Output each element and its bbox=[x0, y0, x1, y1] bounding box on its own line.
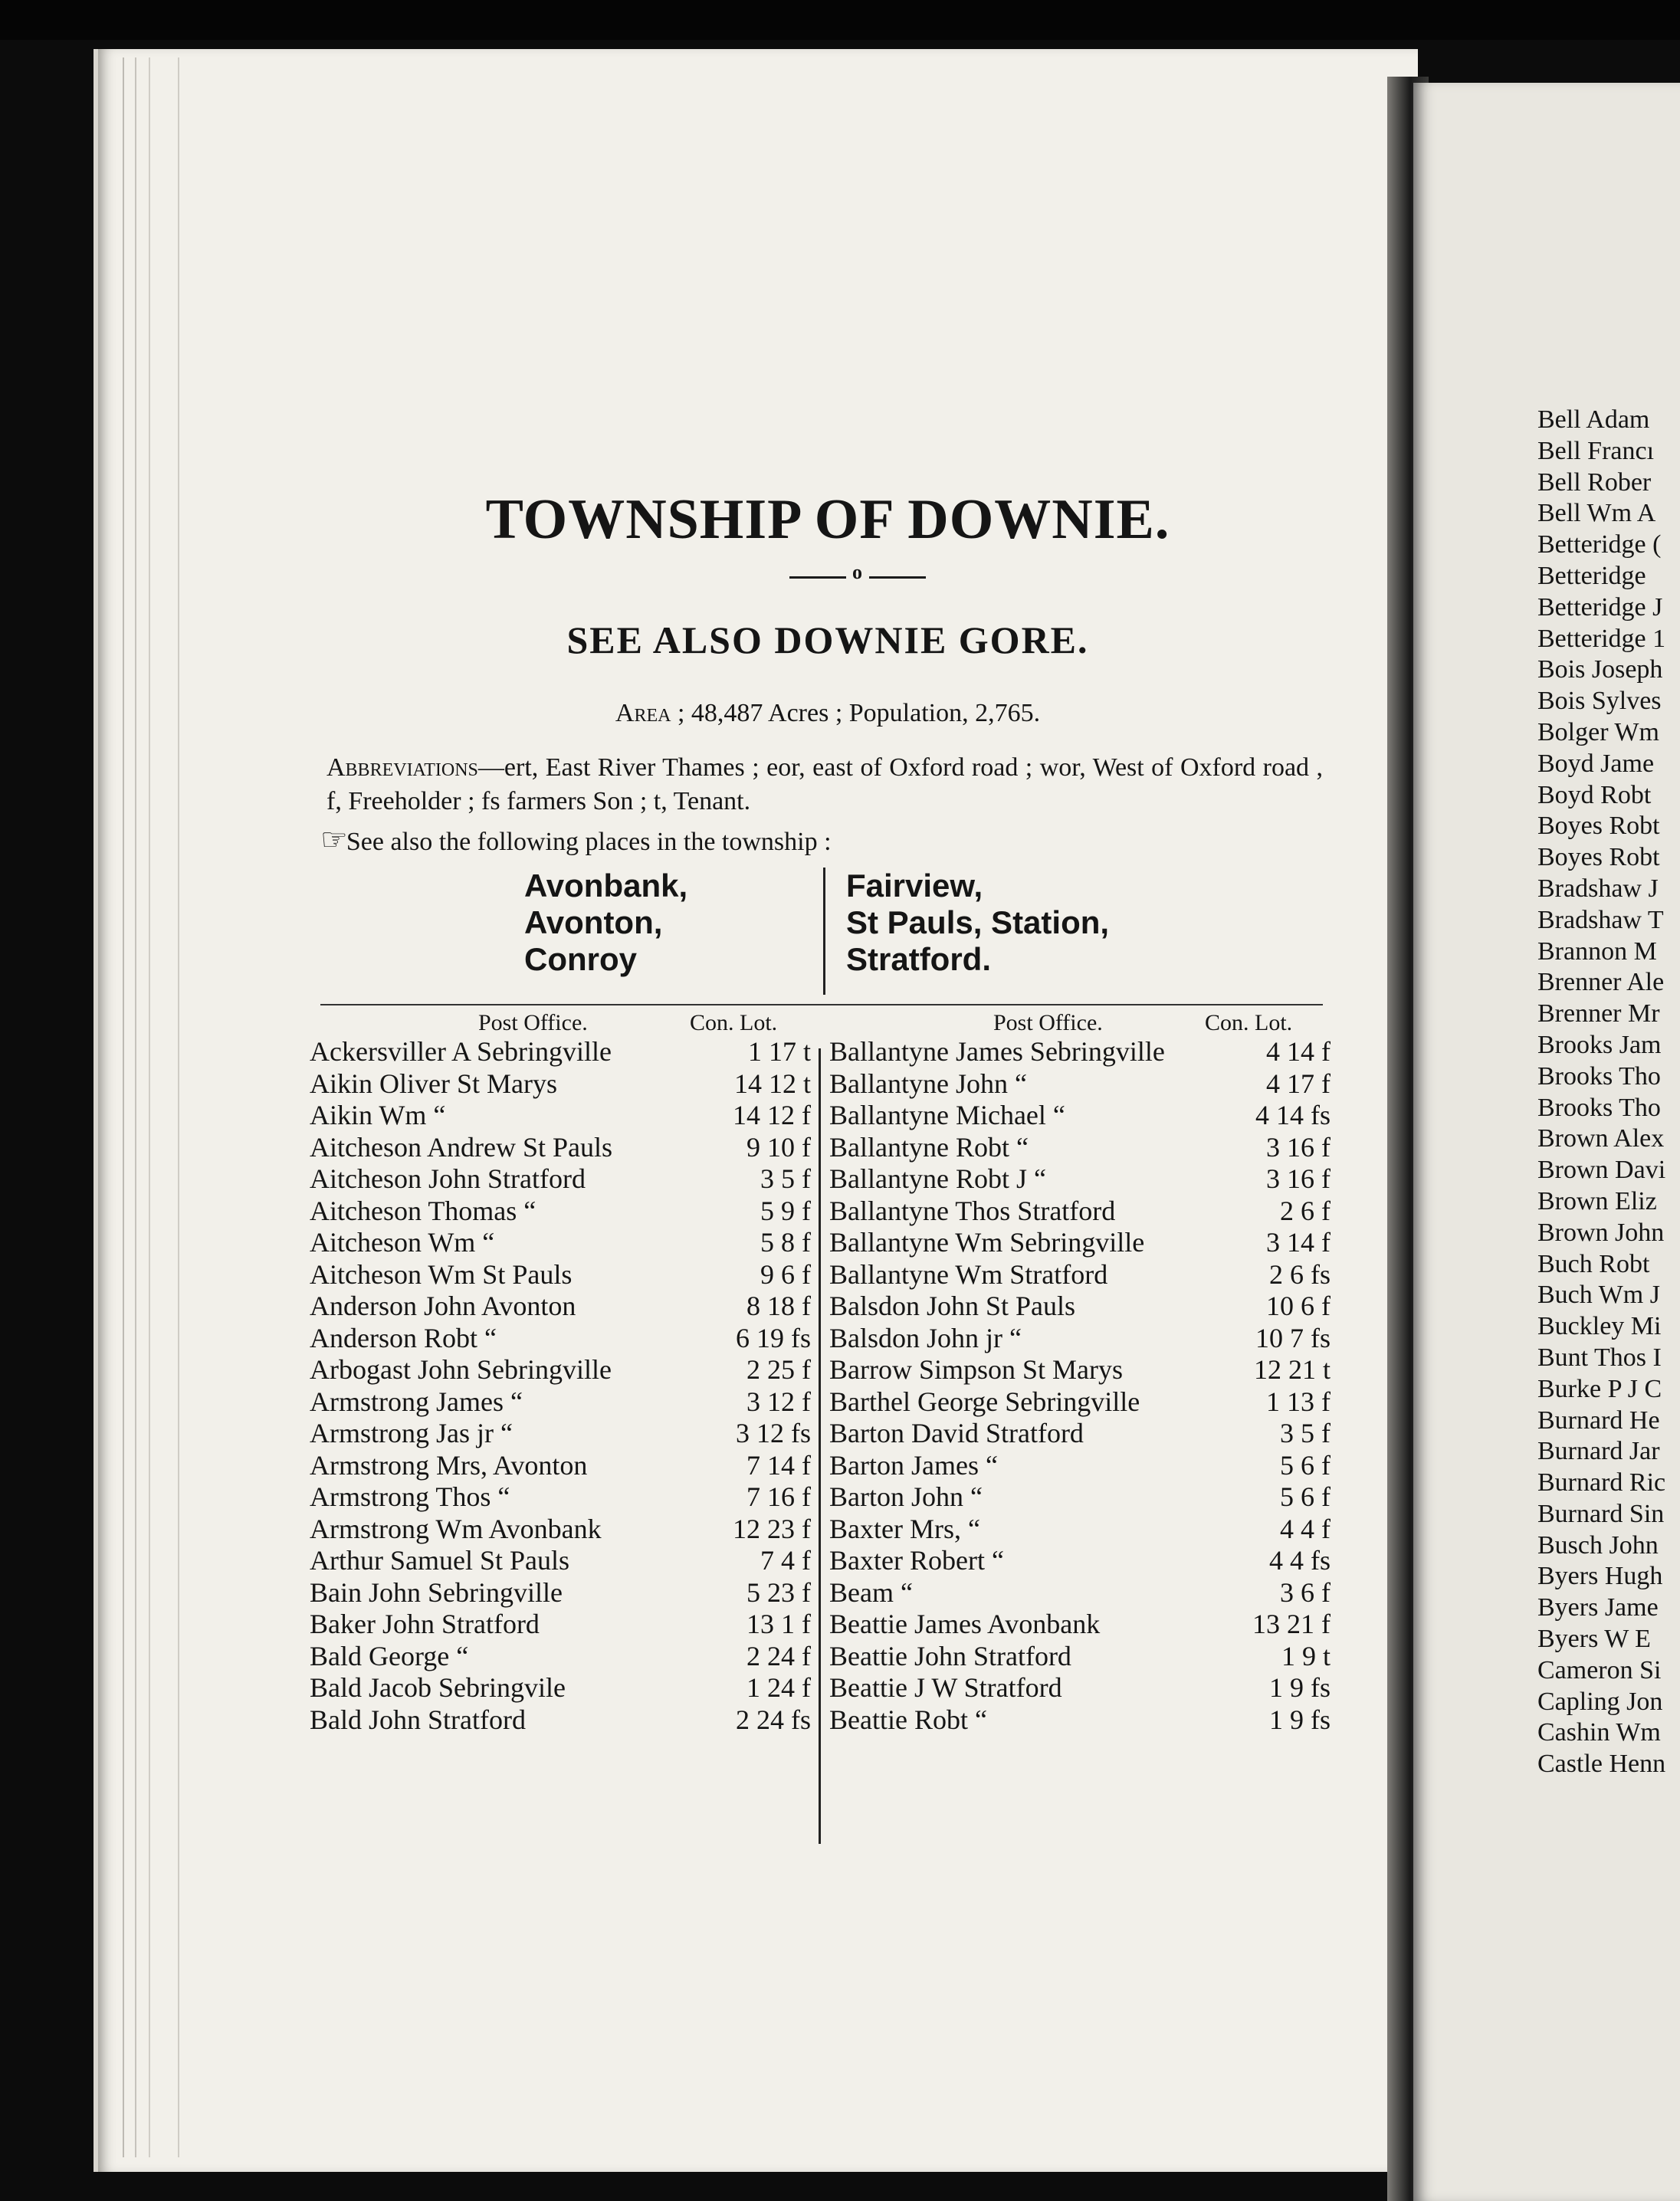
entry-con-lot: 7 4 f bbox=[760, 1545, 811, 1576]
next-page-entry: Buckley Mi bbox=[1537, 1312, 1662, 1341]
entry-name: Ballantyne Thos Stratford bbox=[829, 1195, 1116, 1226]
entry-name: Beattie Robt “ bbox=[829, 1704, 987, 1735]
entry-name: Armstrong Jas jr “ bbox=[310, 1418, 513, 1448]
directory-entry bbox=[829, 1641, 1331, 1673]
entry-name: Beattie J W Stratford bbox=[829, 1672, 1062, 1703]
place-name: Conroy bbox=[524, 941, 637, 977]
next-page-entry: Burnard Jar bbox=[1537, 1437, 1660, 1466]
entry-name: Baxter Mrs, “ bbox=[829, 1513, 980, 1544]
entry-con-lot: 1 9 fs bbox=[1269, 1704, 1331, 1735]
table-top-rule bbox=[320, 1004, 1323, 1005]
directory-entry bbox=[829, 1068, 1331, 1100]
next-page-entry: Boyd Robt bbox=[1537, 780, 1652, 809]
area-line bbox=[307, 699, 1349, 728]
directory-entry bbox=[310, 1227, 811, 1259]
next-page-entry: Bradshaw T bbox=[1537, 905, 1664, 934]
directory-entry bbox=[829, 1259, 1331, 1291]
directory-entry bbox=[829, 1481, 1331, 1514]
place-name: St Pauls, Station, bbox=[846, 904, 1110, 940]
directory-entry bbox=[310, 1259, 811, 1291]
directory-entry bbox=[829, 1100, 1331, 1132]
entry-name: Ballantyne James Sebringville bbox=[829, 1036, 1165, 1067]
next-page-entry: Byers W E bbox=[1537, 1625, 1651, 1654]
directory-entry bbox=[829, 1227, 1331, 1259]
entry-name: Ballantyne Wm Sebringville bbox=[829, 1227, 1145, 1258]
next-page-entry: Bradshaw J bbox=[1537, 874, 1659, 903]
next-page-entry: Byers Jame bbox=[1537, 1593, 1659, 1622]
entry-con-lot: 2 6 fs bbox=[1269, 1258, 1331, 1290]
next-page-entry: Castle Henn bbox=[1537, 1750, 1666, 1779]
entry-con-lot: 2 6 f bbox=[1280, 1195, 1331, 1226]
entry-con-lot: 2 24 fs bbox=[736, 1704, 811, 1735]
entry-name: Beattie John Stratford bbox=[829, 1640, 1071, 1671]
entry-con-lot: 9 6 f bbox=[760, 1258, 811, 1290]
page-edge-lines bbox=[123, 57, 179, 2157]
place-name: Stratford. bbox=[846, 941, 991, 977]
entry-con-lot: 5 8 f bbox=[760, 1227, 811, 1258]
entry-con-lot: 3 12 f bbox=[746, 1386, 811, 1417]
entry-con-lot: 4 4 fs bbox=[1269, 1545, 1331, 1576]
entry-con-lot: 3 14 f bbox=[1266, 1227, 1331, 1258]
entry-name: Bald George “ bbox=[310, 1640, 469, 1671]
directory-entry bbox=[310, 1577, 811, 1609]
next-page-entry: Busch John bbox=[1537, 1530, 1659, 1560]
entry-name: Beam “ bbox=[829, 1576, 913, 1608]
entry-name: Ballantyne John “ bbox=[829, 1068, 1027, 1099]
directory-column-right bbox=[829, 1036, 1331, 1736]
entry-name: Bald Jacob Sebringvile bbox=[310, 1672, 566, 1703]
entry-name: Aitcheson Thomas “ bbox=[310, 1195, 536, 1226]
entry-con-lot: 2 24 f bbox=[746, 1640, 811, 1671]
places-column-left bbox=[524, 868, 687, 978]
entry-con-lot: 5 6 f bbox=[1280, 1449, 1331, 1481]
directory-entry bbox=[829, 1163, 1331, 1196]
entry-name: Aitcheson Wm “ bbox=[310, 1227, 495, 1258]
entry-name: Balsdon John St Pauls bbox=[829, 1291, 1076, 1321]
next-page-entry: Buch Wm J bbox=[1537, 1281, 1660, 1310]
area-text: ; 48,487 Acres ; Population, 2,765. bbox=[671, 699, 1041, 727]
next-page-entry: Brannon M bbox=[1537, 936, 1657, 966]
entry-name: Baxter Robert “ bbox=[829, 1545, 1004, 1576]
entry-name: Barton John “ bbox=[829, 1481, 983, 1512]
next-page-entry: Bois Joseph bbox=[1537, 655, 1663, 684]
entry-name: Barton James “ bbox=[829, 1449, 998, 1481]
directory-entry bbox=[310, 1291, 811, 1323]
entry-name: Barrow Simpson St Marys bbox=[829, 1354, 1124, 1385]
directory-entry bbox=[829, 1418, 1331, 1450]
entry-con-lot: 8 18 f bbox=[746, 1291, 811, 1321]
entry-con-lot: 14 12 t bbox=[733, 1068, 811, 1099]
entry-con-lot: 10 7 fs bbox=[1255, 1322, 1331, 1353]
entry-con-lot: 13 21 f bbox=[1252, 1609, 1331, 1639]
next-page-entry: Bell Francı bbox=[1537, 436, 1655, 465]
abbreviations-label: Abbreviations bbox=[326, 753, 478, 782]
entry-name: Aikin Wm “ bbox=[310, 1100, 446, 1130]
entry-con-lot: 14 12 f bbox=[733, 1100, 811, 1130]
next-page-entry: Boyd Jame bbox=[1537, 749, 1655, 778]
directory-entry bbox=[829, 1672, 1331, 1704]
next-page-entry: Buch Robt bbox=[1537, 1249, 1650, 1278]
abbreviations-text: —ert, East River Thames ; eor, east of Oxford road ; wor, West of Oxford road , f, Freeholder ; fs farmers Son ; t, Tenant. bbox=[326, 753, 1323, 815]
next-page-entry: Brenner Mr bbox=[1537, 999, 1660, 1028]
ornament-rule-right bbox=[869, 576, 926, 579]
see-places-text: See also the following places in the township : bbox=[346, 828, 832, 856]
next-page-entry: Brooks Tho bbox=[1537, 1093, 1661, 1122]
entry-name: Aikin Oliver St Marys bbox=[310, 1068, 557, 1099]
entry-con-lot: 2 25 f bbox=[746, 1354, 811, 1385]
entry-name: Armstrong Mrs, Avonton bbox=[310, 1449, 588, 1481]
next-page-entry: Bell Adam bbox=[1537, 405, 1650, 434]
next-page-entries bbox=[1537, 405, 1680, 1780]
entry-name: Beattie James Avonbank bbox=[829, 1609, 1101, 1639]
directory-entry bbox=[310, 1609, 811, 1641]
directory-entry bbox=[829, 1514, 1331, 1546]
next-page-entry: Byers Hugh bbox=[1537, 1562, 1663, 1591]
directory-entry bbox=[829, 1196, 1331, 1228]
directory-entry bbox=[310, 1323, 811, 1355]
entry-con-lot: 5 23 f bbox=[746, 1576, 811, 1608]
entry-name: Arbogast John Sebringville bbox=[310, 1354, 612, 1385]
next-page-entry: Burnard Sin bbox=[1537, 1499, 1665, 1528]
next-page-entry: Bois Sylves bbox=[1537, 687, 1662, 716]
directory-entry bbox=[310, 1641, 811, 1673]
next-page-entry: Bell Wm A bbox=[1537, 499, 1656, 528]
next-page-entry: Cashin Wm bbox=[1537, 1718, 1661, 1747]
entry-name: Arthur Samuel St Pauls bbox=[310, 1545, 569, 1576]
next-page-entry: Burnard He bbox=[1537, 1406, 1660, 1435]
entry-name: Barthel George Sebringville bbox=[829, 1386, 1140, 1417]
next-page-entry: Brooks Tho bbox=[1537, 1061, 1661, 1091]
directory-entry bbox=[310, 1545, 811, 1577]
entry-name: Anderson John Avonton bbox=[310, 1291, 576, 1321]
next-page-entry: Betteridge 1 bbox=[1537, 624, 1666, 653]
entry-name: Armstrong Thos “ bbox=[310, 1481, 510, 1512]
entry-con-lot: 9 10 f bbox=[746, 1131, 811, 1163]
directory-entry bbox=[310, 1132, 811, 1164]
next-page-entry: Brooks Jam bbox=[1537, 1030, 1662, 1059]
pointing-hand-icon: ☞ bbox=[320, 822, 346, 857]
places-column-right bbox=[846, 868, 1109, 978]
page-title: TOWNSHIP OF DOWNIE. bbox=[485, 488, 1170, 551]
entry-con-lot: 3 16 f bbox=[1266, 1163, 1331, 1194]
directory-entry bbox=[310, 1418, 811, 1450]
entry-name: Armstrong James “ bbox=[310, 1386, 523, 1417]
directory-entry bbox=[829, 1545, 1331, 1577]
entry-con-lot: 4 14 f bbox=[1266, 1036, 1331, 1067]
directory-entry bbox=[829, 1132, 1331, 1164]
place-name: Avonbank, bbox=[524, 868, 688, 904]
ornament-rule-left bbox=[789, 576, 846, 579]
place-name: Fairview, bbox=[846, 868, 983, 904]
next-page-entry: Bell Rober bbox=[1537, 467, 1652, 497]
title-ornament bbox=[789, 561, 927, 592]
column-divider bbox=[819, 1048, 821, 1844]
entry-con-lot: 4 4 f bbox=[1280, 1513, 1331, 1544]
directory-entry bbox=[310, 1196, 811, 1228]
next-page-entry: Betteridge ( bbox=[1537, 530, 1662, 559]
directory-entry bbox=[310, 1100, 811, 1132]
next-page-entry: Burnard Ric bbox=[1537, 1468, 1666, 1497]
directory-entry bbox=[829, 1577, 1331, 1609]
directory-entry bbox=[310, 1450, 811, 1482]
entry-con-lot: 4 17 f bbox=[1266, 1068, 1331, 1099]
abbreviations-paragraph bbox=[326, 751, 1323, 818]
entry-con-lot: 3 5 f bbox=[1280, 1418, 1331, 1448]
directory-column-left bbox=[310, 1036, 811, 1736]
entry-name: Bain John Sebringville bbox=[310, 1576, 563, 1608]
next-page-entry: Bunt Thos I bbox=[1537, 1343, 1662, 1372]
entry-name: Ballantyne Michael “ bbox=[829, 1100, 1065, 1130]
header-con-lot-right: Con. Lot. bbox=[1205, 1010, 1293, 1035]
entry-name: Aitcheson John Stratford bbox=[310, 1163, 586, 1194]
next-page-entry: Burke P J C bbox=[1537, 1374, 1662, 1403]
header-con-lot-left: Con. Lot. bbox=[690, 1010, 778, 1035]
directory-entry bbox=[829, 1323, 1331, 1355]
directory-entry bbox=[310, 1672, 811, 1704]
directory-entry bbox=[829, 1036, 1331, 1068]
ornament-circle: o bbox=[852, 561, 862, 583]
entry-name: Balsdon John jr “ bbox=[829, 1322, 1022, 1353]
directory-entry bbox=[829, 1609, 1331, 1641]
place-name: Avonton, bbox=[524, 904, 663, 940]
directory-entry bbox=[310, 1163, 811, 1196]
directory-entry bbox=[310, 1481, 811, 1514]
next-page-entry: Betteridge bbox=[1537, 561, 1646, 590]
entry-name: Aitcheson Wm St Pauls bbox=[310, 1258, 573, 1290]
entry-con-lot: 12 23 f bbox=[733, 1513, 811, 1544]
area-label: Area bbox=[615, 699, 671, 727]
entry-name: Ballantyne Robt “ bbox=[829, 1131, 1029, 1163]
next-page-entry: Boyes Robt bbox=[1537, 812, 1660, 841]
entry-name: Bald John Stratford bbox=[310, 1704, 526, 1735]
entry-name: Aitcheson Andrew St Pauls bbox=[310, 1131, 612, 1163]
see-places-line bbox=[320, 822, 832, 858]
entry-con-lot: 3 5 f bbox=[760, 1163, 811, 1194]
next-page-entry: Boyes Robt bbox=[1537, 843, 1660, 872]
entry-con-lot: 5 6 f bbox=[1280, 1481, 1331, 1512]
directory-entry bbox=[310, 1068, 811, 1100]
entry-con-lot: 6 19 fs bbox=[736, 1322, 811, 1353]
next-page-entry: Cameron Si bbox=[1537, 1655, 1662, 1684]
directory-entry bbox=[310, 1386, 811, 1419]
entry-con-lot: 3 6 f bbox=[1280, 1576, 1331, 1608]
entry-con-lot: 13 1 f bbox=[746, 1609, 811, 1639]
entry-con-lot: 1 17 t bbox=[747, 1036, 811, 1067]
directory-entry bbox=[310, 1514, 811, 1546]
entry-con-lot: 3 16 f bbox=[1266, 1131, 1331, 1163]
entry-con-lot: 3 12 fs bbox=[736, 1418, 811, 1448]
directory-entry bbox=[829, 1291, 1331, 1323]
entry-con-lot: 10 6 f bbox=[1266, 1291, 1331, 1321]
next-page-entry: Betteridge J bbox=[1537, 592, 1663, 622]
entry-con-lot: 1 9 fs bbox=[1269, 1672, 1331, 1703]
scan-top-border bbox=[0, 0, 1680, 40]
entry-name: Barton David Stratford bbox=[829, 1418, 1084, 1448]
directory-entry bbox=[829, 1704, 1331, 1737]
places-divider bbox=[823, 868, 825, 995]
next-page-entry: Brenner Ale bbox=[1537, 968, 1665, 997]
entry-con-lot: 1 13 f bbox=[1266, 1386, 1331, 1417]
entry-con-lot: 1 9 t bbox=[1281, 1640, 1331, 1671]
entry-con-lot: 4 14 fs bbox=[1255, 1100, 1331, 1130]
entry-con-lot: 12 21 t bbox=[1253, 1354, 1331, 1385]
next-page-entry: Brown John bbox=[1537, 1218, 1665, 1247]
directory-entry bbox=[310, 1354, 811, 1386]
header-post-office-right: Post Office. bbox=[993, 1010, 1103, 1035]
directory-entry bbox=[829, 1450, 1331, 1482]
entry-name: Ackersviller A Sebringville bbox=[310, 1036, 612, 1067]
header-post-office-left: Post Office. bbox=[478, 1010, 588, 1035]
entry-con-lot: 7 16 f bbox=[746, 1481, 811, 1512]
entry-name: Ballantyne Wm Stratford bbox=[829, 1258, 1108, 1290]
next-page-entry: Brown Alex bbox=[1537, 1124, 1665, 1153]
entry-name: Ballantyne Robt J “ bbox=[829, 1163, 1046, 1194]
entry-con-lot: 5 9 f bbox=[760, 1195, 811, 1226]
entry-name: Anderson Robt “ bbox=[310, 1322, 497, 1353]
entry-name: Baker John Stratford bbox=[310, 1609, 540, 1639]
next-page-entry: Capling Jon bbox=[1537, 1687, 1663, 1716]
entry-con-lot: 7 14 f bbox=[746, 1449, 811, 1481]
directory-entry bbox=[310, 1036, 811, 1068]
directory-entry bbox=[829, 1354, 1331, 1386]
entry-name: Armstrong Wm Avonbank bbox=[310, 1513, 602, 1544]
next-page-entry: Bolger Wm bbox=[1537, 717, 1659, 746]
page-subtitle: SEE ALSO DOWNIE GORE. bbox=[566, 618, 1089, 661]
next-page-entry: Brown Davi bbox=[1537, 1156, 1666, 1185]
places-list bbox=[524, 868, 1137, 998]
entry-con-lot: 1 24 f bbox=[746, 1672, 811, 1703]
directory-entry bbox=[829, 1386, 1331, 1419]
directory-entry bbox=[310, 1704, 811, 1737]
next-page-entry: Brown Eliz bbox=[1537, 1186, 1657, 1215]
